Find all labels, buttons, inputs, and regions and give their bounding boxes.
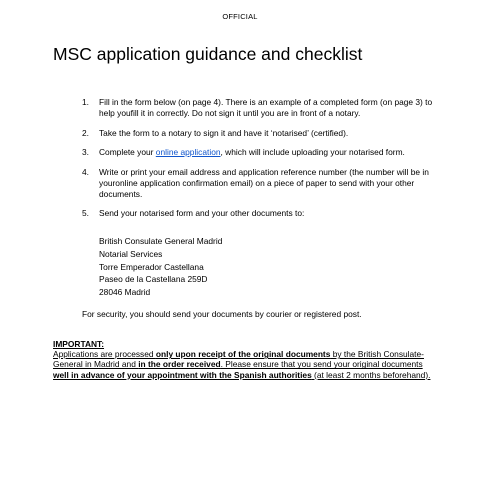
important-text: by the British Consulate-General in Madrid and <box>53 349 424 370</box>
address-line: Paseo de la Castellana 259D <box>99 274 208 285</box>
checklist-step-5 <box>82 208 442 219</box>
security-note: For security, you should send your documents by courier or registered post. <box>82 309 362 319</box>
important-emphasis: well in advance of your appointment with the Spanish authorities <box>53 369 312 380</box>
step-number: 2. <box>82 127 89 138</box>
checklist-step-3 <box>82 147 442 158</box>
checklist-steps <box>82 97 442 228</box>
important-body <box>53 349 433 380</box>
step-text: Send your notarised form and your other documents to: <box>99 208 305 218</box>
page-title: MSC application guidance and checklist <box>53 44 363 64</box>
step-text-after-link: , which will include uploading your notarised form. <box>220 147 405 157</box>
checklist-step-1 <box>82 97 442 119</box>
step-text: Take the form to a notary to sign it and have it ‘notarised’ (certified). <box>99 127 349 138</box>
important-notice <box>53 339 433 380</box>
step-text: Fill in the form below (on page 4). There is an example of a completed form (on page 3) to help youfill it in correctly. Do not sign it until you are in front of a notary. <box>99 97 433 118</box>
important-text: . Please ensure that you send your original documents <box>220 359 423 370</box>
important-text: Applications are processed <box>53 349 156 360</box>
important-emphasis: only upon receipt of the original documents <box>155 349 331 360</box>
address-line: 28046 Madrid <box>99 287 151 298</box>
step-number: 5. <box>82 208 89 218</box>
step-text: Write or print your email address and application reference number (the number will be in youronline application confirmation email) on a piece of paper to send with your other documents. <box>99 166 429 199</box>
address-line: Notarial Services <box>99 248 163 259</box>
step-text-before-link: Complete your <box>99 147 156 157</box>
step-number: 3. <box>82 147 89 157</box>
postal-address <box>99 235 222 299</box>
online-application-link[interactable]: online application <box>155 147 221 157</box>
classification-label: OFFICIAL <box>222 12 258 21</box>
address-line: Torre Emperador Castellana <box>99 261 204 272</box>
checklist-step-4 <box>82 167 442 200</box>
address-line: British Consulate General Madrid <box>99 236 223 246</box>
step-number: 4. <box>82 166 89 177</box>
step-number: 1. <box>82 97 89 107</box>
checklist-step-2 <box>82 128 442 139</box>
important-emphasis: in the order received <box>138 359 221 370</box>
important-text: (at least 2 months beforehand). <box>311 369 431 380</box>
important-heading: IMPORTANT: <box>53 339 105 349</box>
